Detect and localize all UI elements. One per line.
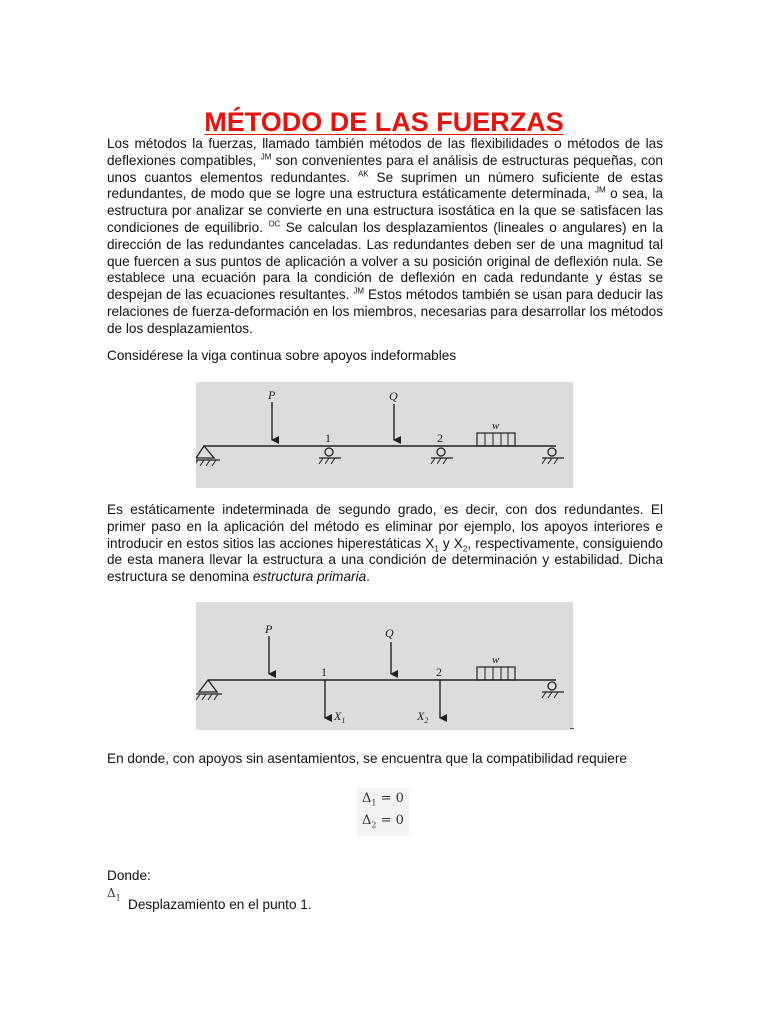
primary-text-1: Es estáticamente indeterminada de segundo grado, es decir, con dos redundantes. El primer paso en la aplicación del método es eliminar por ejemplo, los apoyos interiores e introducir en estos sitios las acciones hiperestáticas X: [107, 502, 663, 551]
left-fixed-support: [196, 446, 220, 466]
x2-sub: 2: [424, 716, 429, 725]
load-q-label: Q: [389, 389, 398, 403]
left-fixed-support: [196, 680, 222, 700]
x1-label: [333, 709, 345, 725]
compatibility-paragraph: En donde, con apoyos sin asentamientos, se encuentra que la compatibilidad requiere: [107, 751, 627, 766]
delta-1-glyph: Δ: [107, 886, 116, 900]
primary-text-2: y X: [438, 535, 463, 551]
citation-jm-3: JM: [353, 286, 365, 296]
citation-jm-1: JM: [260, 152, 272, 162]
beam-intro-paragraph: Considérese la viga continua sobre apoyos indeformables: [107, 348, 457, 363]
definition-delta-1: Desplazamiento en el punto 1.: [128, 897, 312, 912]
support-2-label: 2: [437, 431, 443, 445]
load-q-label: Q: [385, 626, 394, 640]
delta-1-sub: 1: [115, 893, 121, 903]
x2-letter: X: [417, 709, 425, 723]
intro-text-3: Se suprimen un número suficiente de estas redundantes, de modo que se logre una estructura estáticamente determinada,: [107, 169, 663, 202]
distributed-load-w: [477, 667, 515, 680]
equation-1: [362, 791, 404, 808]
distributed-load-w: [477, 433, 515, 446]
equation-1-delta: Δ: [362, 791, 372, 806]
x1-letter: X: [334, 709, 342, 723]
point-2-label: 2: [436, 665, 442, 679]
support-2-roller: [431, 448, 453, 464]
intro-text-4: o sea, la estructura por analizar se convierte en una estructura isostática en la que se satisfacen las condiciones de equilibrio.: [107, 186, 663, 235]
compatibility-equations: [357, 788, 409, 836]
x2-subscript: 2: [462, 544, 468, 554]
x1-sub: 1: [341, 716, 346, 725]
intro-text-6: Estos métodos también se usan para deducir las relaciones de fuerza-deformación en los miembros, necesarias para desarrollar los métodos de los desplazamientos.: [107, 287, 663, 336]
equation-1-rhs: = 0: [376, 791, 404, 806]
equation-1-sub: 1: [371, 798, 377, 808]
intro-text-5: Se calculan los desplazamientos (lineales o angulares) en la dirección de las redundantes canceladas. Las redundantes deben ser de una magnitud tal que fuercen a sus puntos de aplicación a volver a su posición original de deflexión nula. Se establece una ecuación para la condición de deflexión en cada redundante y éstas se despejan de las ecuaciones resultantes.: [107, 219, 663, 303]
citation-jm-2: JM: [594, 185, 606, 195]
continuous-beam-figure: [196, 382, 573, 488]
right-roller-support: [542, 682, 564, 698]
stray-underline-mark: [570, 728, 574, 729]
load-p-label: P: [268, 388, 276, 402]
equation-2: [362, 813, 404, 830]
intro-text-2: son convenientes para el análisis de estructuras pequeñas, con unos cuantos elementos redundantes.: [107, 152, 663, 185]
primary-text-4: .: [366, 569, 370, 585]
support-1-label: 1: [325, 431, 331, 445]
x2-label: [416, 709, 428, 725]
intro-paragraph: [107, 136, 663, 338]
delta-1-symbol: [107, 886, 121, 902]
continuous-beam-diagram: [196, 382, 573, 488]
primary-structure-term: estructura primaria: [252, 569, 367, 585]
support-1-roller: [319, 448, 341, 464]
primary-structure-diagram: [196, 602, 573, 730]
donde-label: Donde:: [107, 868, 151, 883]
equation-2-rhs: = 0: [376, 813, 404, 828]
primary-structure-paragraph: [107, 502, 663, 586]
point-1-label: 1: [321, 665, 327, 679]
equation-2-delta: Δ: [362, 813, 372, 828]
citation-ak: AK: [357, 169, 369, 179]
intro-text-1: Los métodos la fuerzas, llamado también métodos de las flexibilidades o métodos de las deflexiones compatibles,: [107, 136, 663, 168]
load-w-label: w: [492, 420, 500, 432]
right-roller-support: [542, 448, 564, 464]
citation-oc: OC: [268, 219, 281, 229]
load-p-label: P: [265, 622, 273, 636]
page-title: MÉTODO DE LAS FUERZAS: [204, 107, 564, 138]
equation-2-sub: 2: [371, 820, 377, 830]
load-w-label: w: [492, 654, 500, 666]
primary-text-3: , respectivamente, consiguiendo de esta manera llevar la estructura a una condición de determinación y estabilidad. Dicha estructura se denomina: [107, 535, 663, 585]
primary-structure-figure: [196, 602, 573, 730]
x1-subscript: 1: [434, 544, 439, 554]
